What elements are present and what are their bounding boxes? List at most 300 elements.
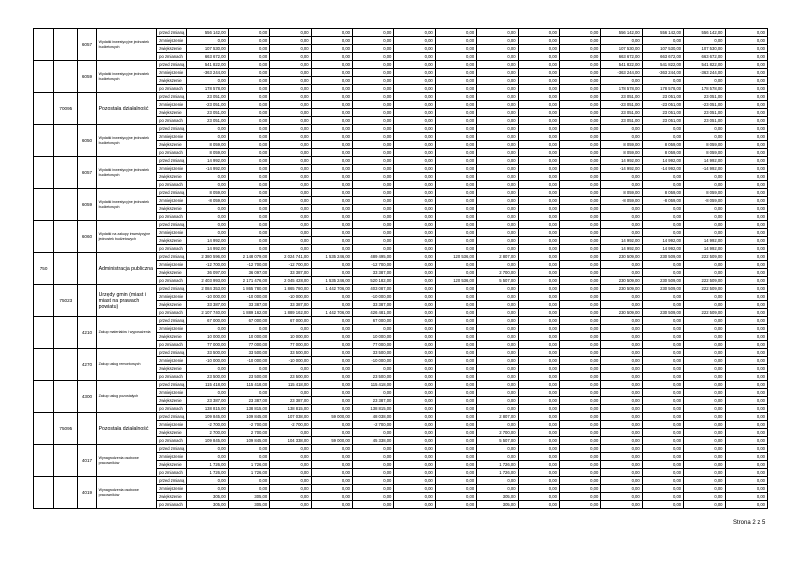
amount-cell: 8 059,00 bbox=[642, 189, 683, 197]
amount-cell: 0,00 bbox=[477, 173, 518, 181]
amount-cell: 0,00 bbox=[187, 445, 228, 453]
amount-cell: 8 059,00 bbox=[601, 189, 642, 197]
amount-cell: 0,00 bbox=[601, 429, 642, 437]
amount-cell: 0,00 bbox=[394, 125, 435, 133]
amount-cell: 0,00 bbox=[311, 477, 352, 485]
amount-cell: 33 387,00 bbox=[187, 301, 228, 309]
amount-cell: 305,00 bbox=[187, 493, 228, 501]
amount-cell: 0,00 bbox=[477, 85, 518, 93]
amount-cell: 109 845,00 bbox=[228, 437, 269, 445]
amount-cell: 0,00 bbox=[477, 245, 518, 253]
amount-cell: 2 403 993,00 bbox=[187, 277, 228, 285]
amount-cell: 10 000,00 bbox=[270, 333, 311, 341]
table-row bbox=[34, 221, 768, 229]
amount-cell: 0,00 bbox=[270, 133, 311, 141]
amount-cell: 0,00 bbox=[725, 261, 768, 269]
amount-cell: 0,00 bbox=[311, 301, 352, 309]
amount-cell: 0,00 bbox=[228, 125, 269, 133]
amount-cell: 0,00 bbox=[228, 53, 269, 61]
amount-cell: 0,00 bbox=[352, 61, 393, 69]
rozdzial-cell bbox=[54, 157, 78, 189]
amount-cell: 0,00 bbox=[559, 189, 600, 197]
row-type-label: zmniejszenie bbox=[157, 325, 187, 333]
amount-cell: 67 000,00 bbox=[228, 317, 269, 325]
row-type-label: zmniejszenie bbox=[157, 69, 187, 77]
amount-cell: 0,00 bbox=[270, 125, 311, 133]
amount-cell: 0,00 bbox=[311, 69, 352, 77]
amount-cell: 0,00 bbox=[435, 77, 476, 85]
amount-cell: 0,00 bbox=[684, 405, 725, 413]
amount-cell: 0,00 bbox=[435, 325, 476, 333]
amount-cell: 0,00 bbox=[311, 93, 352, 101]
amount-cell: 0,00 bbox=[518, 309, 559, 317]
amount-cell: 0,00 bbox=[352, 189, 393, 197]
amount-cell: 0,00 bbox=[394, 61, 435, 69]
amount-cell: 0,00 bbox=[642, 213, 683, 221]
amount-cell: -14 992,00 bbox=[684, 165, 725, 173]
amount-cell: 0,00 bbox=[311, 101, 352, 109]
amount-cell: 0,00 bbox=[477, 69, 518, 77]
amount-cell: 0,00 bbox=[435, 357, 476, 365]
amount-cell: 0,00 bbox=[435, 101, 476, 109]
amount-cell: 0,00 bbox=[725, 205, 768, 213]
rozdzial-cell bbox=[54, 477, 78, 509]
amount-cell: 0,00 bbox=[725, 365, 768, 373]
amount-cell: 0,00 bbox=[559, 469, 600, 477]
amount-cell: 305,00 bbox=[228, 493, 269, 501]
row-type-label: przed zmianą bbox=[157, 93, 187, 101]
amount-cell: 0,00 bbox=[477, 381, 518, 389]
amount-cell: 663 672,00 bbox=[642, 53, 683, 61]
amount-cell: 0,00 bbox=[559, 165, 600, 173]
amount-cell: 0,00 bbox=[518, 109, 559, 117]
amount-cell: 0,00 bbox=[270, 221, 311, 229]
amount-cell: 0,00 bbox=[725, 429, 768, 437]
amount-cell: 0,00 bbox=[601, 453, 642, 461]
amount-cell: 33 387,00 bbox=[270, 269, 311, 277]
amount-cell: 541 822,00 bbox=[642, 61, 683, 69]
amount-cell: 0,00 bbox=[559, 445, 600, 453]
amount-cell: 0,00 bbox=[228, 85, 269, 93]
amount-cell: 107 530,00 bbox=[187, 45, 228, 53]
amount-cell: 0,00 bbox=[228, 197, 269, 205]
amount-cell: 0,00 bbox=[352, 181, 393, 189]
amount-cell: 0,00 bbox=[228, 61, 269, 69]
nazwa-cell: Administracja publiczna bbox=[96, 253, 157, 285]
amount-cell: 0,00 bbox=[601, 325, 642, 333]
amount-cell: 0,00 bbox=[228, 117, 269, 125]
amount-cell: 0,00 bbox=[435, 485, 476, 493]
amount-cell: 0,00 bbox=[725, 421, 768, 429]
amount-cell: -12 700,00 bbox=[352, 261, 393, 269]
amount-cell: 0,00 bbox=[559, 77, 600, 85]
paragraf-cell: 6057 bbox=[78, 157, 96, 189]
amount-cell: -14 992,00 bbox=[187, 165, 228, 173]
amount-cell: 0,00 bbox=[311, 365, 352, 373]
row-type-label: po zmianach bbox=[157, 405, 187, 413]
amount-cell: 1 865 780,00 bbox=[228, 285, 269, 293]
dzial-cell bbox=[34, 285, 54, 317]
amount-cell: 0,00 bbox=[601, 333, 642, 341]
nazwa-cell: Wydatki na zakupy inwestycyjne jednostek budżetowych bbox=[96, 221, 157, 253]
table-row bbox=[34, 285, 768, 293]
amount-cell: -12 700,00 bbox=[228, 261, 269, 269]
amount-cell: 0,00 bbox=[311, 421, 352, 429]
amount-cell: 0,00 bbox=[435, 197, 476, 205]
amount-cell: 0,00 bbox=[394, 93, 435, 101]
amount-cell: 0,00 bbox=[725, 45, 768, 53]
row-type-label: przed zmianą bbox=[157, 285, 187, 293]
amount-cell: 0,00 bbox=[311, 333, 352, 341]
amount-cell: 0,00 bbox=[228, 141, 269, 149]
amount-cell: 0,00 bbox=[518, 285, 559, 293]
amount-cell: 59 000,00 bbox=[311, 437, 352, 445]
amount-cell: -10 000,00 bbox=[352, 293, 393, 301]
amount-cell: 0,00 bbox=[311, 373, 352, 381]
amount-cell: 0,00 bbox=[725, 349, 768, 357]
amount-cell: 0,00 bbox=[559, 229, 600, 237]
dzial-cell bbox=[34, 93, 54, 125]
amount-cell: 14 992,00 bbox=[601, 237, 642, 245]
row-type-label: po zmianach bbox=[157, 341, 187, 349]
amount-cell: 403 087,00 bbox=[352, 285, 393, 293]
amount-cell: 0,00 bbox=[477, 445, 518, 453]
amount-cell: 0,00 bbox=[435, 349, 476, 357]
amount-cell: 0,00 bbox=[270, 69, 311, 77]
amount-cell: 23 051,00 bbox=[684, 117, 725, 125]
amount-cell: 0,00 bbox=[559, 173, 600, 181]
amount-cell: 0,00 bbox=[559, 109, 600, 117]
amount-cell: 1 442 706,00 bbox=[311, 309, 352, 317]
amount-cell: 0,00 bbox=[352, 109, 393, 117]
amount-cell: 23 051,00 bbox=[642, 109, 683, 117]
amount-cell: 0,00 bbox=[684, 357, 725, 365]
amount-cell: 0,00 bbox=[559, 501, 600, 509]
amount-cell: 0,00 bbox=[518, 341, 559, 349]
amount-cell: 0,00 bbox=[187, 213, 228, 221]
dzial-cell bbox=[34, 125, 54, 157]
amount-cell: 1 865 780,00 bbox=[270, 285, 311, 293]
amount-cell: 2 700,00 bbox=[477, 269, 518, 277]
amount-cell: 0,00 bbox=[518, 69, 559, 77]
amount-cell: 0,00 bbox=[684, 453, 725, 461]
amount-cell: 2 700,00 bbox=[477, 429, 518, 437]
amount-cell: 0,00 bbox=[518, 421, 559, 429]
amount-cell: 0,00 bbox=[352, 229, 393, 237]
amount-cell: 0,00 bbox=[435, 157, 476, 165]
paragraf-cell: 4210 bbox=[78, 317, 96, 349]
amount-cell: 0,00 bbox=[270, 205, 311, 213]
amount-cell: 0,00 bbox=[477, 189, 518, 197]
amount-cell: 0,00 bbox=[518, 301, 559, 309]
amount-cell: 0,00 bbox=[559, 325, 600, 333]
amount-cell: 23 387,00 bbox=[270, 397, 311, 405]
amount-cell: 0,00 bbox=[601, 445, 642, 453]
amount-cell: 0,00 bbox=[518, 413, 559, 421]
row-type-label: zmniejszenie bbox=[157, 261, 187, 269]
row-type-label: zmniejszenie bbox=[157, 421, 187, 429]
amount-cell: 0,00 bbox=[394, 253, 435, 261]
amount-cell: -2 700,00 bbox=[187, 421, 228, 429]
table-row bbox=[34, 477, 768, 485]
row-type-label: zwiększenie bbox=[157, 109, 187, 117]
nazwa-cell: Zakup materiałów i wyposażenia bbox=[96, 317, 157, 349]
amount-cell: -10 000,00 bbox=[228, 357, 269, 365]
amount-cell: 23 387,00 bbox=[187, 397, 228, 405]
amount-cell: 0,00 bbox=[394, 189, 435, 197]
amount-cell: 0,00 bbox=[518, 317, 559, 325]
amount-cell: 0,00 bbox=[684, 429, 725, 437]
amount-cell: 0,00 bbox=[601, 405, 642, 413]
amount-cell: -14 992,00 bbox=[601, 165, 642, 173]
amount-cell: 0,00 bbox=[394, 165, 435, 173]
amount-cell: 0,00 bbox=[187, 485, 228, 493]
amount-cell: 0,00 bbox=[394, 373, 435, 381]
amount-cell: 0,00 bbox=[725, 237, 768, 245]
amount-cell: 0,00 bbox=[352, 77, 393, 85]
amount-cell: 0,00 bbox=[559, 269, 600, 277]
amount-cell: 33 500,00 bbox=[270, 349, 311, 357]
amount-cell: 0,00 bbox=[559, 29, 600, 37]
amount-cell: 0,00 bbox=[270, 245, 311, 253]
amount-cell: 0,00 bbox=[352, 453, 393, 461]
amount-cell: 0,00 bbox=[311, 133, 352, 141]
amount-cell: 0,00 bbox=[642, 301, 683, 309]
amount-cell: 0,00 bbox=[352, 173, 393, 181]
table-row bbox=[34, 253, 768, 261]
amount-cell: 0,00 bbox=[352, 133, 393, 141]
amount-cell: 0,00 bbox=[435, 205, 476, 213]
row-type-label: przed zmianą bbox=[157, 477, 187, 485]
amount-cell: 0,00 bbox=[270, 325, 311, 333]
amount-cell: 0,00 bbox=[228, 445, 269, 453]
amount-cell: 8 059,00 bbox=[187, 149, 228, 157]
amount-cell: 0,00 bbox=[725, 461, 768, 469]
rozdzial-cell: 75023 bbox=[54, 285, 78, 317]
dzial-cell bbox=[34, 381, 54, 413]
amount-cell: 663 672,00 bbox=[187, 53, 228, 61]
amount-cell: 0,00 bbox=[684, 325, 725, 333]
amount-cell: 0,00 bbox=[559, 157, 600, 165]
amount-cell: 0,00 bbox=[270, 213, 311, 221]
amount-cell: 541 822,00 bbox=[684, 61, 725, 69]
amount-cell: 0,00 bbox=[270, 77, 311, 85]
amount-cell: 107 530,00 bbox=[642, 45, 683, 53]
amount-cell: 0,00 bbox=[518, 149, 559, 157]
amount-cell: 0,00 bbox=[435, 269, 476, 277]
amount-cell: 0,00 bbox=[559, 261, 600, 269]
amount-cell: 0,00 bbox=[725, 477, 768, 485]
amount-cell: 0,00 bbox=[518, 477, 559, 485]
amount-cell: 0,00 bbox=[187, 133, 228, 141]
amount-cell: 0,00 bbox=[601, 341, 642, 349]
amount-cell: 0,00 bbox=[311, 229, 352, 237]
amount-cell: 0,00 bbox=[518, 485, 559, 493]
table-row bbox=[34, 61, 768, 69]
amount-cell: 0,00 bbox=[270, 61, 311, 69]
amount-cell: 0,00 bbox=[477, 213, 518, 221]
amount-cell: 0,00 bbox=[725, 117, 768, 125]
rozdzial-cell bbox=[54, 349, 78, 381]
amount-cell: 0,00 bbox=[270, 173, 311, 181]
amount-cell: 1 726,00 bbox=[228, 469, 269, 477]
amount-cell: 0,00 bbox=[477, 397, 518, 405]
amount-cell: 0,00 bbox=[684, 317, 725, 325]
amount-cell: 0,00 bbox=[394, 381, 435, 389]
amount-cell: 0,00 bbox=[435, 341, 476, 349]
amount-cell: 663 672,00 bbox=[601, 53, 642, 61]
amount-cell: 0,00 bbox=[311, 61, 352, 69]
row-type-label: zmniejszenie bbox=[157, 133, 187, 141]
row-type-label: zwiększenie bbox=[157, 493, 187, 501]
row-type-label: po zmianach bbox=[157, 117, 187, 125]
amount-cell: 0,00 bbox=[394, 53, 435, 61]
amount-cell: 0,00 bbox=[435, 229, 476, 237]
rozdzial-cell bbox=[54, 317, 78, 349]
amount-cell: 0,00 bbox=[642, 501, 683, 509]
amount-cell: 23 051,00 bbox=[187, 109, 228, 117]
amount-cell: 0,00 bbox=[311, 469, 352, 477]
dzial-cell bbox=[34, 445, 54, 477]
amount-cell: 1 535 246,00 bbox=[311, 253, 352, 261]
amount-cell: 14 992,00 bbox=[684, 245, 725, 253]
amount-cell: 0,00 bbox=[518, 349, 559, 357]
amount-cell: 0,00 bbox=[352, 365, 393, 373]
row-type-label: przed zmianą bbox=[157, 29, 187, 37]
amount-cell: 0,00 bbox=[228, 181, 269, 189]
row-type-label: zwiększenie bbox=[157, 141, 187, 149]
amount-cell: 0,00 bbox=[684, 221, 725, 229]
amount-cell: 0,00 bbox=[684, 445, 725, 453]
amount-cell: 0,00 bbox=[477, 61, 518, 69]
amount-cell: 0,00 bbox=[394, 229, 435, 237]
amount-cell: 0,00 bbox=[518, 93, 559, 101]
amount-cell: 0,00 bbox=[435, 93, 476, 101]
amount-cell: 8 059,00 bbox=[187, 189, 228, 197]
amount-cell: -363 244,00 bbox=[684, 69, 725, 77]
amount-cell: 305,00 bbox=[477, 493, 518, 501]
amount-cell: 2 045 428,00 bbox=[270, 277, 311, 285]
amount-cell: 0,00 bbox=[559, 485, 600, 493]
amount-cell: 0,00 bbox=[601, 269, 642, 277]
row-type-label: zwiększenie bbox=[157, 461, 187, 469]
amount-cell: 0,00 bbox=[518, 173, 559, 181]
amount-cell: 0,00 bbox=[352, 165, 393, 173]
amount-cell: 178 578,00 bbox=[642, 85, 683, 93]
amount-cell: 0,00 bbox=[352, 117, 393, 125]
amount-cell: 0,00 bbox=[477, 293, 518, 301]
amount-cell: 0,00 bbox=[559, 453, 600, 461]
amount-cell: 0,00 bbox=[352, 469, 393, 477]
amount-cell: 0,00 bbox=[394, 493, 435, 501]
table-row bbox=[34, 413, 768, 421]
amount-cell: -10 000,00 bbox=[270, 357, 311, 365]
amount-cell: 0,00 bbox=[725, 277, 768, 285]
amount-cell: 0,00 bbox=[311, 261, 352, 269]
amount-cell: 0,00 bbox=[352, 93, 393, 101]
amount-cell: -12 700,00 bbox=[187, 261, 228, 269]
amount-cell: 33 387,00 bbox=[352, 301, 393, 309]
amount-cell: 0,00 bbox=[477, 77, 518, 85]
amount-cell: 0,00 bbox=[270, 445, 311, 453]
amount-cell: 0,00 bbox=[642, 133, 683, 141]
amount-cell: 0,00 bbox=[559, 477, 600, 485]
amount-cell: 0,00 bbox=[518, 245, 559, 253]
amount-cell: 0,00 bbox=[559, 429, 600, 437]
amount-cell: 0,00 bbox=[394, 37, 435, 45]
amount-cell: 23 500,00 bbox=[187, 373, 228, 381]
amount-cell: 0,00 bbox=[435, 45, 476, 53]
dzial-cell bbox=[34, 413, 54, 445]
amount-cell: 0,00 bbox=[435, 181, 476, 189]
amount-cell: 0,00 bbox=[642, 461, 683, 469]
amount-cell: 0,00 bbox=[642, 445, 683, 453]
amount-cell: 0,00 bbox=[477, 341, 518, 349]
amount-cell: 0,00 bbox=[352, 157, 393, 165]
amount-cell: 0,00 bbox=[270, 85, 311, 93]
amount-cell: 8 059,00 bbox=[601, 149, 642, 157]
amount-cell: 0,00 bbox=[684, 205, 725, 213]
amount-cell: 0,00 bbox=[559, 373, 600, 381]
amount-cell: 2 700,00 bbox=[187, 429, 228, 437]
amount-cell: 10 000,00 bbox=[352, 333, 393, 341]
amount-cell: 0,00 bbox=[559, 221, 600, 229]
amount-cell: 0,00 bbox=[311, 197, 352, 205]
amount-cell: 0,00 bbox=[187, 37, 228, 45]
amount-cell: 0,00 bbox=[684, 125, 725, 133]
row-type-label: przed zmianą bbox=[157, 381, 187, 389]
amount-cell: 0,00 bbox=[435, 125, 476, 133]
amount-cell: 0,00 bbox=[684, 485, 725, 493]
amount-cell: 0,00 bbox=[477, 261, 518, 269]
amount-cell: 0,00 bbox=[601, 349, 642, 357]
amount-cell: 0,00 bbox=[394, 349, 435, 357]
amount-cell: 0,00 bbox=[352, 85, 393, 93]
amount-cell: 0,00 bbox=[435, 493, 476, 501]
amount-cell: 0,00 bbox=[187, 325, 228, 333]
amount-cell: 0,00 bbox=[311, 141, 352, 149]
amount-cell: 1 726,00 bbox=[187, 469, 228, 477]
amount-cell: 0,00 bbox=[228, 133, 269, 141]
amount-cell: 0,00 bbox=[642, 437, 683, 445]
amount-cell: 0,00 bbox=[270, 37, 311, 45]
dzial-cell bbox=[34, 221, 54, 253]
amount-cell: 0,00 bbox=[601, 213, 642, 221]
row-type-label: przed zmianą bbox=[157, 125, 187, 133]
amount-cell: 0,00 bbox=[352, 53, 393, 61]
amount-cell: 0,00 bbox=[352, 461, 393, 469]
amount-cell: 0,00 bbox=[394, 109, 435, 117]
amount-cell: 0,00 bbox=[518, 325, 559, 333]
amount-cell: 0,00 bbox=[270, 109, 311, 117]
amount-cell: 178 578,00 bbox=[601, 85, 642, 93]
amount-cell: 0,00 bbox=[601, 229, 642, 237]
amount-cell: 0,00 bbox=[311, 109, 352, 117]
amount-cell: 0,00 bbox=[435, 165, 476, 173]
amount-cell: 2 107 740,00 bbox=[187, 309, 228, 317]
amount-cell: 0,00 bbox=[435, 333, 476, 341]
amount-cell: 0,00 bbox=[270, 389, 311, 397]
amount-cell: 67 000,00 bbox=[352, 317, 393, 325]
amount-cell: 0,00 bbox=[228, 101, 269, 109]
amount-cell: 5 507,00 bbox=[477, 277, 518, 285]
budget-table bbox=[33, 28, 768, 509]
amount-cell: 0,00 bbox=[435, 405, 476, 413]
amount-cell: 0,00 bbox=[477, 373, 518, 381]
amount-cell: 0,00 bbox=[477, 141, 518, 149]
amount-cell: 0,00 bbox=[518, 141, 559, 149]
amount-cell: 230 509,00 bbox=[601, 285, 642, 293]
